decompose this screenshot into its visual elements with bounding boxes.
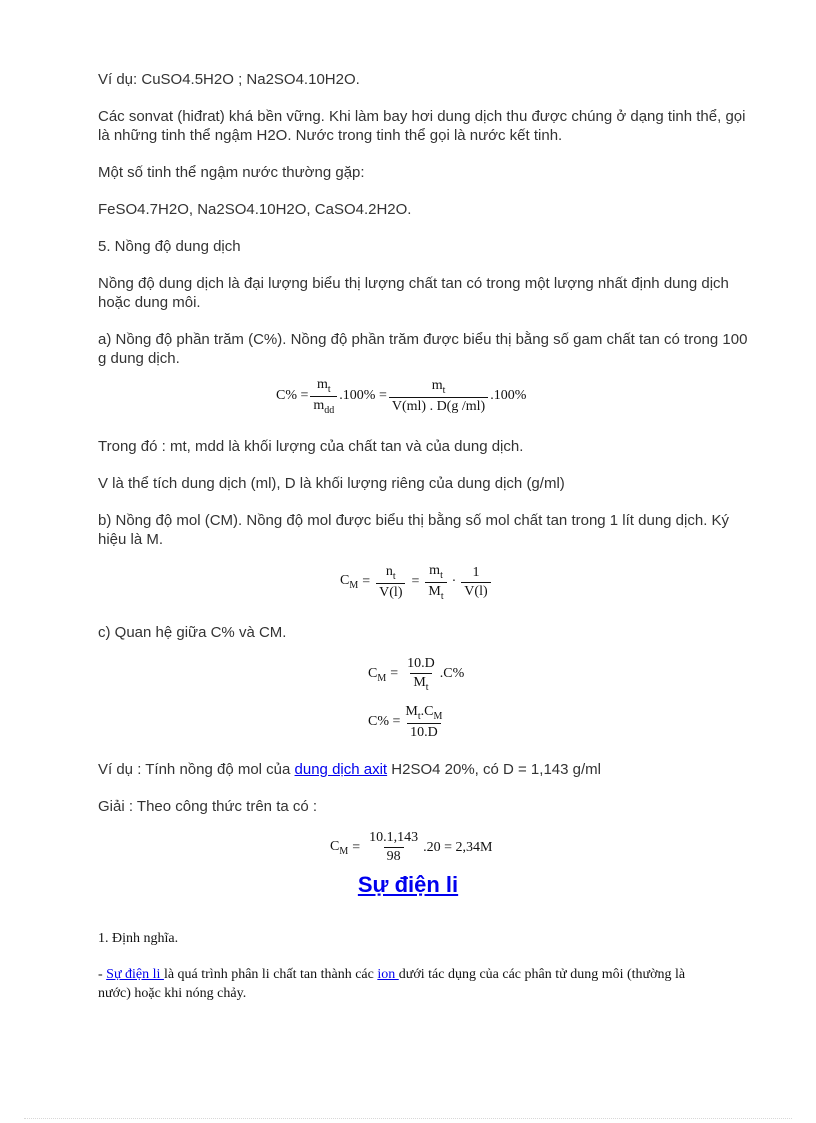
electrolysis-definition: - Sự điện li là quá trình phân li chất tan thành các ion dưới tác dụng của các phân tử dung môi (thường là nước) hoặc khi nóng chảy. (98, 967, 686, 1001)
formula-example-result: $C_M$ = $\frac{10.1,143}{98}$ .20 = 2,34M (330, 830, 493, 864)
common-hydrates-list: FeSO4.7H2O, Na2SO4.10H2O, CaSO4.2H2O. (98, 201, 412, 218)
volume-density-explanation: V là thể tích dung dịch (ml), D là khối lượng riêng của dung dịch (g/ml) (98, 475, 565, 492)
mt-mdd-explanation: Trong đó : mt, mdd là khối lượng của chất tan và của dung dịch. (98, 438, 524, 455)
concentration-definition: Nồng độ dung dịch là đại lượng biểu thị lượng chất tan có trong một lượng nhất định dung dịch hoặc dung môi. (98, 275, 729, 311)
formula-cm-from-percent: $C_M$ = $\frac{10.D}{M_t}$ .C% (368, 656, 465, 693)
solvate-paragraph: Các sonvat (hiđrat) khá bền vững. Khi làm bay hơi dung dịch thu được chúng ở dạng tinh thể, gọi là những tinh thể ngậm H2O. Nước trong tinh thể gọi là nước kết tinh. (98, 108, 746, 144)
definition-title: 1. Định nghĩa. (98, 931, 179, 946)
footer-divider (24, 1118, 792, 1119)
percent-concentration-text: a) Nồng độ phần trăm (C%). Nồng độ phần trăm được biểu thị bằng số gam chất tan có trong 100 g dung dịch. (98, 331, 748, 367)
formula-molar-concentration: $C_M$ = $\frac{n_t}{V(l)}$ = $\frac{m_t}{M_t}$ · $\frac{1}{V(l)}$ (340, 563, 493, 602)
section-5-title: 5. Nồng độ dung dịch (98, 238, 241, 255)
electrolysis-heading-link[interactable]: Sự điện li (357, 872, 459, 897)
electrolysis-heading (0, 872, 816, 898)
acid-solution-link[interactable]: dung dịch axit (294, 761, 388, 778)
formula-percent-from-cm: C% = $\frac{M_t.C_M}{10.D}$ (368, 704, 443, 740)
formula-percent-concentration: C% = $\frac{m_t}{m_{dd}}$ .100% = $\frac{m_t}{V(ml) . D(g /ml)}$ .100% (276, 377, 527, 416)
solution-intro: Giải : Theo công thức trên ta có : (98, 798, 318, 815)
example-hydrates: Ví dụ: CuSO4.5H2O ; Na2SO4.10H2O. (98, 71, 360, 88)
electrolysis-link[interactable]: Sự điện li (106, 967, 164, 982)
molar-concentration-text: b) Nồng độ mol (CM). Nồng độ mol được biểu thị bằng số mol chất tan trong 1 lít dung dịch. Ký hiệu là M. (98, 512, 730, 548)
ion-link[interactable]: ion (377, 967, 399, 982)
example-question: Ví dụ : Tính nồng độ mol của dung dịch axit H2SO4 20%, có D = 1,143 g/ml (98, 761, 601, 778)
common-hydrates-intro: Một số tinh thể ngậm nước thường gặp: (98, 164, 365, 181)
relation-title: c) Quan hệ giữa C% và CM. (98, 624, 287, 641)
